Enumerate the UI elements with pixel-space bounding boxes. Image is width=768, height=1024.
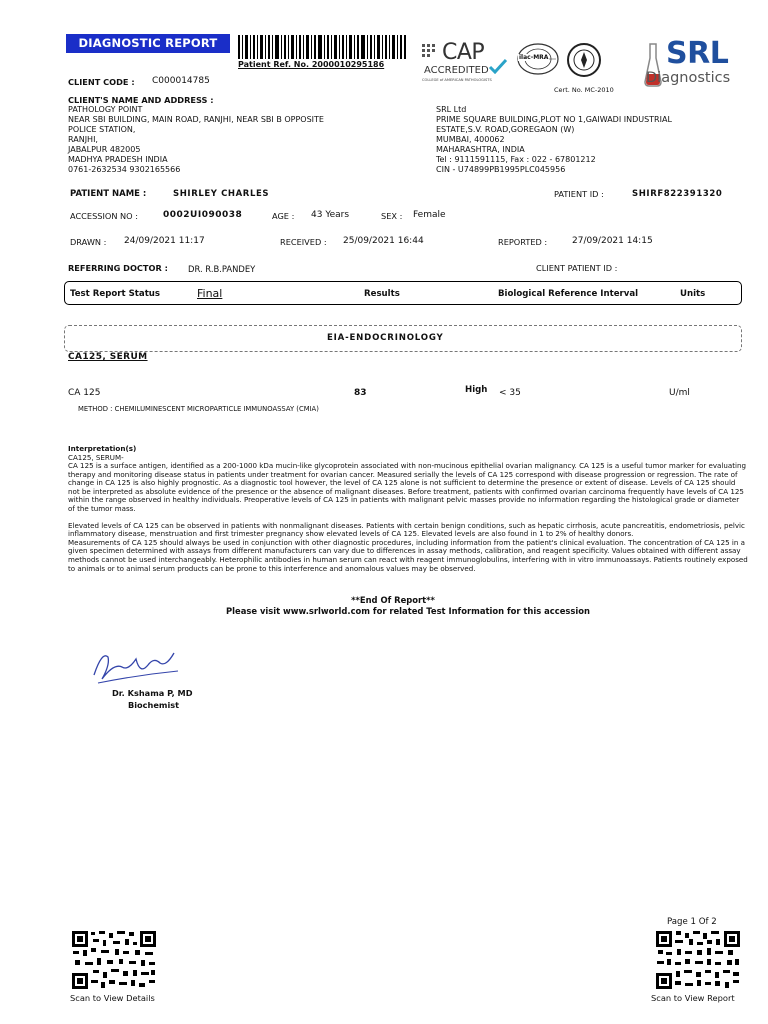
lab-address-line: PRIME SQUARE BUILDING,PLOT NO 1,GAIWADI INDUSTRIAL [436, 115, 672, 124]
reported-label: REPORTED : [498, 237, 548, 247]
result-flag: High [465, 385, 488, 395]
interpretation-body [68, 462, 748, 573]
report-status-bar [64, 281, 742, 305]
doctor-title: Biochemist [128, 700, 180, 710]
client-address-line: POLICE STATION, [68, 125, 136, 134]
accession-label: ACCESSION NO : [70, 211, 138, 221]
lab-address-line: SRL Ltd [436, 105, 467, 114]
client-code-value: C000014785 [152, 76, 210, 86]
ref-interval-column-header: Biological Reference Interval [498, 289, 639, 299]
scan-to-view-report: Scan to View Report [651, 993, 735, 1003]
results-column-header: Results [364, 289, 400, 299]
cap-accredited-text: ACCREDITED [424, 65, 489, 76]
result-range: < 35 [499, 388, 521, 398]
status-value: Final [197, 287, 223, 300]
client-name-label: CLIENT'S NAME AND ADDRESS : [68, 95, 214, 105]
interpretation-paragraph: Measurements of CA 125 should always be used in conjunction with other diagnostic procedures, including information from the patient's clinical evaluation. The concentration of CA 125 in a given specimen determined with assays from different manufacturers can vary due to differences in assay methods, calibration, and reagent specificity. Values obtained with different assay methods cannot be used interchangeably. Heterophilic antibodies in human serum can react with reagent immunoglobulins, interfering with in vitro immunoassays. Patients routinely exposed to animals or to animal serum products can be prone to this interference and anomalous values may be observed. [68, 537, 748, 573]
received-value: 25/09/2021 16:44 [343, 236, 424, 246]
client-address [68, 105, 324, 175]
sex-label: SEX : [381, 211, 403, 221]
report-title: DIAGNOSTIC REPORT [66, 34, 230, 53]
client-address-line: JABALPUR 482005 [68, 145, 141, 154]
age-label: AGE : [272, 211, 295, 221]
doctor-signature [88, 645, 180, 687]
drawn-value: 24/09/2021 11:17 [124, 236, 205, 246]
client-address-line: PATHOLOGY POINT [68, 105, 143, 114]
age-value: 43 Years [311, 210, 350, 220]
cap-emblem-icon [420, 42, 438, 62]
referring-doctor-value: DR. R.B.PANDEY [188, 264, 256, 274]
result-value: 83 [354, 388, 367, 398]
status-label: Test Report Status [70, 289, 161, 299]
drawn-label: DRAWN : [70, 237, 107, 247]
srl-brand-text: SRL [666, 36, 729, 71]
doctor-name: Dr. Kshama P, MD [112, 688, 193, 698]
result-method: METHOD : CHEMILUMINESCENT MICROPARTICLE IMMUNOASSAY (CMIA) [78, 405, 319, 413]
client-address-line: MADHYA PRADESH INDIA [68, 155, 168, 164]
barcode [238, 35, 406, 59]
cert-number: Cert. No. MC-2010 [554, 86, 614, 94]
client-address-line: NEAR SBI BUILDING, MAIN ROAD, RANJHI, NEAR SBI B OPPOSITE [68, 115, 324, 124]
patient-id-label: PATIENT ID : [554, 189, 604, 199]
end-of-report: **End Of Report** [351, 595, 435, 605]
units-column-header: Units [680, 289, 706, 299]
lab-address-line: CIN - U74899PB1995PLC045956 [436, 165, 566, 174]
interpretation-paragraph: Elevated levels of CA 125 can be observed in patients with nonmalignant diseases. Patients with certain benign conditions, such as hepatic cirrhosis, acute pancreatitis, endometriosis, pelvic inflammatory disease, menstruation and first trimester pregnancy show elevated levels of CA 125. Elevated levels are also found in 1 to 2% of healthy donors. [68, 520, 745, 539]
lab-address-line: MUMBAI, 400062 [436, 135, 505, 144]
ilac-mra-logo [512, 42, 564, 86]
ilac-text: ilac-MRA [519, 54, 549, 61]
cap-sub-text: COLLEGE of AMERICAN PATHOLOGISTS [422, 78, 492, 82]
qr-code-right-icon [655, 930, 741, 990]
client-code-label: CLIENT CODE : [68, 77, 135, 87]
cap-accredited-logo [420, 42, 510, 86]
sex-value: Female [413, 210, 446, 220]
patient-name-value: SHIRLEY CHARLES [173, 189, 270, 199]
result-test-name: CA 125 [68, 388, 101, 398]
visit-note: Please visit www.srlworld.com for related Test Information for this accession [226, 606, 590, 616]
scan-to-view-details: Scan to View Details [70, 993, 155, 1003]
cap-text: CAP [442, 40, 485, 65]
check-icon [488, 58, 508, 74]
patient-name-label: PATIENT NAME : [70, 189, 147, 199]
interpretation-paragraph: CA 125 is a surface antigen, identified as a 200-1000 kDa mucin-like glycoprotein associated with non-mucinous epithelial ovarian malignancy. CA 125 is a useful tumor marker for evaluating therapy and monitoring disease status in patients under treatment for ovarian cancer. Measured serially the levels of CA 125 correspond with disease progression or regression. The rate of change in CA 125 is also highly prognostic. As a diagnostic tool however, the level of CA 125 alone is not sufficient to determine the presence or extent of disease. Levels of CA 125 should not be interpreted as absolute evidence of the presence or the absence of malignant diseases. Before treatment, patients with confirmed ovarian carcinoma frequently have levels of CA 125 within the range observed in healthy individuals. Preoperative levels of CA 125 in patients with malignant pelvic masses provide no information regarding the histological grade or diameter of the tumor mass. [68, 461, 746, 513]
lab-address-line: Tel : 9111591115, Fax : 022 - 67801212 [436, 155, 596, 164]
page-number: Page 1 Of 2 [667, 917, 717, 927]
result-unit: U/ml [669, 388, 690, 398]
lab-address-line: ESTATE,S.V. ROAD,GOREGAON (W) [436, 125, 575, 134]
received-label: RECEIVED : [280, 237, 327, 247]
client-patient-id-label: CLIENT PATIENT ID : [536, 263, 618, 273]
client-address-line: RANJHI, [68, 135, 98, 144]
interpretation-subheading: CA125, SERUM- [68, 453, 124, 462]
patient-id-value: SHIRF822391320 [632, 189, 723, 199]
srl-sub-text: Diagnostics [646, 70, 731, 86]
patient-ref-number: Patient Ref. No. 2000010295186 [238, 60, 385, 69]
referring-doctor-label: REFERRING DOCTOR : [68, 263, 168, 273]
test-group-title: CA125, SERUM [68, 352, 148, 362]
accession-value: 0002UI090038 [163, 210, 243, 220]
client-address-line: 0761-2632534 9302165566 [68, 165, 181, 174]
qr-code-left-icon [71, 930, 157, 990]
nabl-seal-icon [566, 42, 602, 78]
lab-address [436, 105, 672, 175]
section-title: EIA-ENDOCRINOLOGY [327, 333, 444, 343]
reported-value: 27/09/2021 14:15 [572, 236, 653, 246]
srl-diagnostics-logo [644, 36, 748, 92]
interpretation-heading: Interpretation(s) [68, 444, 137, 453]
lab-address-line: MAHARASHTRA, INDIA [436, 145, 525, 154]
